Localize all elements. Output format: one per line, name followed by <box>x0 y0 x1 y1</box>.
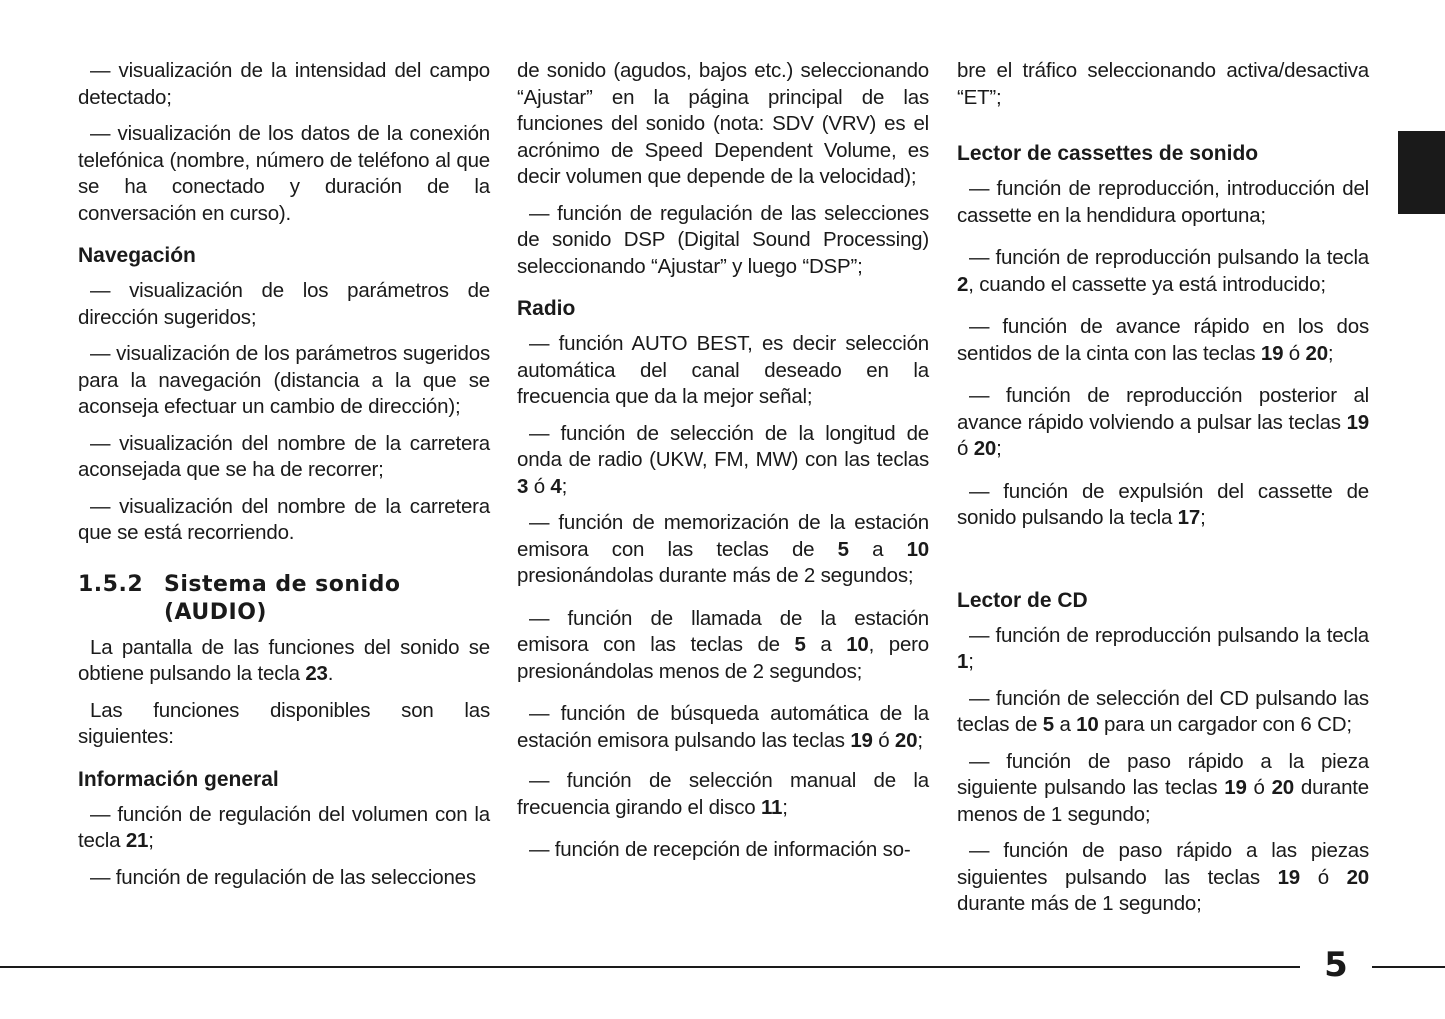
text: ; <box>1200 506 1206 529</box>
paragraph <box>517 421 929 501</box>
text: presionándolas durante más de 2 segundos; <box>517 564 914 587</box>
paragraph: bre el tráfico seleccionando activa/desactiva “ET”; <box>957 59 1369 109</box>
key-number: 20 <box>1271 776 1295 799</box>
paragraph <box>957 838 1369 918</box>
paragraph: — función de regulación de las selecciones <box>90 865 476 889</box>
text: durante menos de 1 segundo; <box>957 776 1370 826</box>
paragraph: — visualización de los parámetros sugeridos para la navegación (distancia a la que se aconseja efectuar un cambio de dirección); <box>78 342 490 418</box>
text: ; <box>917 728 923 752</box>
text: ó <box>528 474 551 498</box>
text: durante más de 1 segundo; <box>957 892 1202 915</box>
key-number: 10 <box>906 537 929 561</box>
paragraph <box>517 510 929 590</box>
section-heading <box>78 571 490 627</box>
section-title-line1: Sistema de sonido <box>164 571 401 597</box>
heading-lector-cassettes: Lector de cassettes de sonido <box>957 142 1259 165</box>
key-number: 20 <box>1305 341 1328 365</box>
key-number: 17 <box>1177 506 1201 529</box>
key-number: 23 <box>305 662 328 685</box>
key-number: 20 <box>973 437 997 460</box>
text: ó <box>1246 776 1272 799</box>
column-2 <box>517 58 929 874</box>
key-number: 1 <box>957 650 969 673</box>
key-number: 11 <box>760 795 783 819</box>
heading-navegacion: Navegación <box>78 244 196 267</box>
paragraph <box>957 686 1369 739</box>
paragraph <box>78 802 490 855</box>
paragraph: de sonido (agudos, bajos etc.) seleccionando “Ajustar” en la página principal de las funciones del sonido (nota: SDV (VRV) es el acrónimo de Speed Dependent Volume, es decir volumen que depende de la velocidad); <box>517 59 929 188</box>
paragraph: — visualización de los datos de la conexión telefónica (nombre, número de teléfono al que se ha conectado y duración de la conversación en curso). <box>78 122 490 225</box>
paragraph <box>957 749 1369 829</box>
paragraph: — visualización del nombre de la carretera que se está recorriendo. <box>78 494 490 544</box>
text: — función de regulación del volumen con la tecla <box>78 802 490 852</box>
key-number: 19 <box>850 728 873 752</box>
text: — función de expulsión del cassette de sonido pulsando la tecla <box>957 479 1369 529</box>
paragraph: — función de recepción de información so- <box>529 838 911 861</box>
text: a <box>848 537 907 561</box>
paragraph <box>957 623 1369 676</box>
key-number: 5 <box>837 537 849 561</box>
key-number: 3 <box>517 474 529 498</box>
column-1 <box>78 58 490 901</box>
text: , cuando el cassette ya está introducido; <box>968 272 1326 296</box>
paragraph: — visualización de los parámetros de dirección sugeridos; <box>78 279 490 329</box>
column-3 <box>957 58 1369 928</box>
text: — función de reproducción posterior al avance rápido volviendo a pulsar las teclas <box>957 384 1369 434</box>
text: ; <box>782 795 788 819</box>
text: ; <box>148 829 154 852</box>
key-number: 21 <box>125 829 149 852</box>
text: ; <box>1327 341 1334 365</box>
paragraph <box>517 768 929 821</box>
heading-radio: Radio <box>517 297 576 320</box>
text: — función de búsqueda automática de la estación emisora pulsando las teclas <box>517 702 929 752</box>
text: a <box>805 633 847 656</box>
key-number: 20 <box>1346 865 1369 889</box>
text: — función de llamada de la estación emisora con las teclas de <box>517 606 929 656</box>
key-number: 19 <box>1224 776 1247 799</box>
text: — función de memorización de la estación emisora con las teclas de <box>517 511 929 561</box>
key-number: 10 <box>846 633 869 656</box>
paragraph: — función AUTO BEST, es decir selección automática del canal deseado en la frecuencia que da la mejor señal; <box>517 332 929 408</box>
text: — función de paso rápido a las piezas siguientes pulsando las teclas <box>957 839 1369 889</box>
text: ó <box>957 437 974 460</box>
text: para un cargador con 6 CD; <box>1098 713 1352 736</box>
paragraph <box>957 383 1369 463</box>
paragraph <box>957 479 1369 532</box>
text: a <box>1053 713 1077 736</box>
paragraph <box>957 245 1369 298</box>
chapter-thumb-tab <box>1398 131 1445 214</box>
key-number: 4 <box>550 474 562 498</box>
page-number: 5 <box>1324 945 1348 985</box>
heading-lector-cd: Lector de CD <box>957 588 1088 612</box>
paragraph: — visualización de la intensidad del campo detectado; <box>78 59 490 109</box>
text: ; <box>968 650 974 673</box>
text: ; <box>996 437 1002 460</box>
footer-rule-right <box>1372 966 1445 968</box>
paragraph <box>957 314 1369 367</box>
paragraph: Las funciones disponibles son las siguientes: <box>78 698 490 748</box>
key-number: 20 <box>894 728 918 752</box>
key-number: 2 <box>957 272 969 296</box>
section-number: 1.5.2 <box>78 571 144 597</box>
text: La pantalla de las funciones del sonido se obtiene pulsando la tecla <box>78 635 490 685</box>
key-number: 19 <box>1260 341 1284 365</box>
key-number: 10 <box>1076 713 1099 736</box>
text: — función de paso rápido a la pieza siguiente pulsando las teclas <box>957 749 1369 799</box>
key-number: 19 <box>1346 410 1369 434</box>
text: ó <box>872 728 895 752</box>
paragraph <box>517 606 929 686</box>
paragraph: — función de regulación de las selecciones de sonido DSP (Digital Sound Processing) seleccionando “Ajustar” y luego “DSP”; <box>517 201 929 278</box>
text: — función de selección de la longitud de onda de radio (UKW, FM, MW) con las teclas <box>517 421 929 471</box>
paragraph: — visualización del nombre de la carretera aconsejada que se ha de recorrer; <box>78 431 490 481</box>
paragraph <box>517 701 929 754</box>
text: — función de reproducción pulsando la tecla <box>969 246 1369 269</box>
text: ó <box>1283 341 1306 365</box>
text: ó <box>1300 865 1347 889</box>
text: — función de avance rápido en los dos sentidos de la cinta con las teclas <box>957 315 1369 365</box>
paragraph: — función de reproducción, introducción del cassette en la hendidura oportuna; <box>957 177 1369 227</box>
heading-informacion-general: Información general <box>78 767 279 791</box>
key-number: 5 <box>1042 713 1054 736</box>
section-title-line2: (AUDIO) <box>164 599 267 625</box>
key-number: 19 <box>1277 865 1301 889</box>
key-number: 5 <box>794 633 806 656</box>
footer-rule-left <box>0 966 1300 968</box>
text: — función de reproducción pulsando la tecla <box>969 623 1369 647</box>
text: ; <box>561 474 568 498</box>
text: . <box>327 662 334 685</box>
paragraph <box>78 635 490 688</box>
text: , pero presionándolas menos de 2 segundos; <box>517 633 929 683</box>
text: — función de selección del CD pulsando las teclas de <box>957 686 1369 736</box>
text: — función de selección manual de la frecuencia girando el disco <box>517 769 929 819</box>
